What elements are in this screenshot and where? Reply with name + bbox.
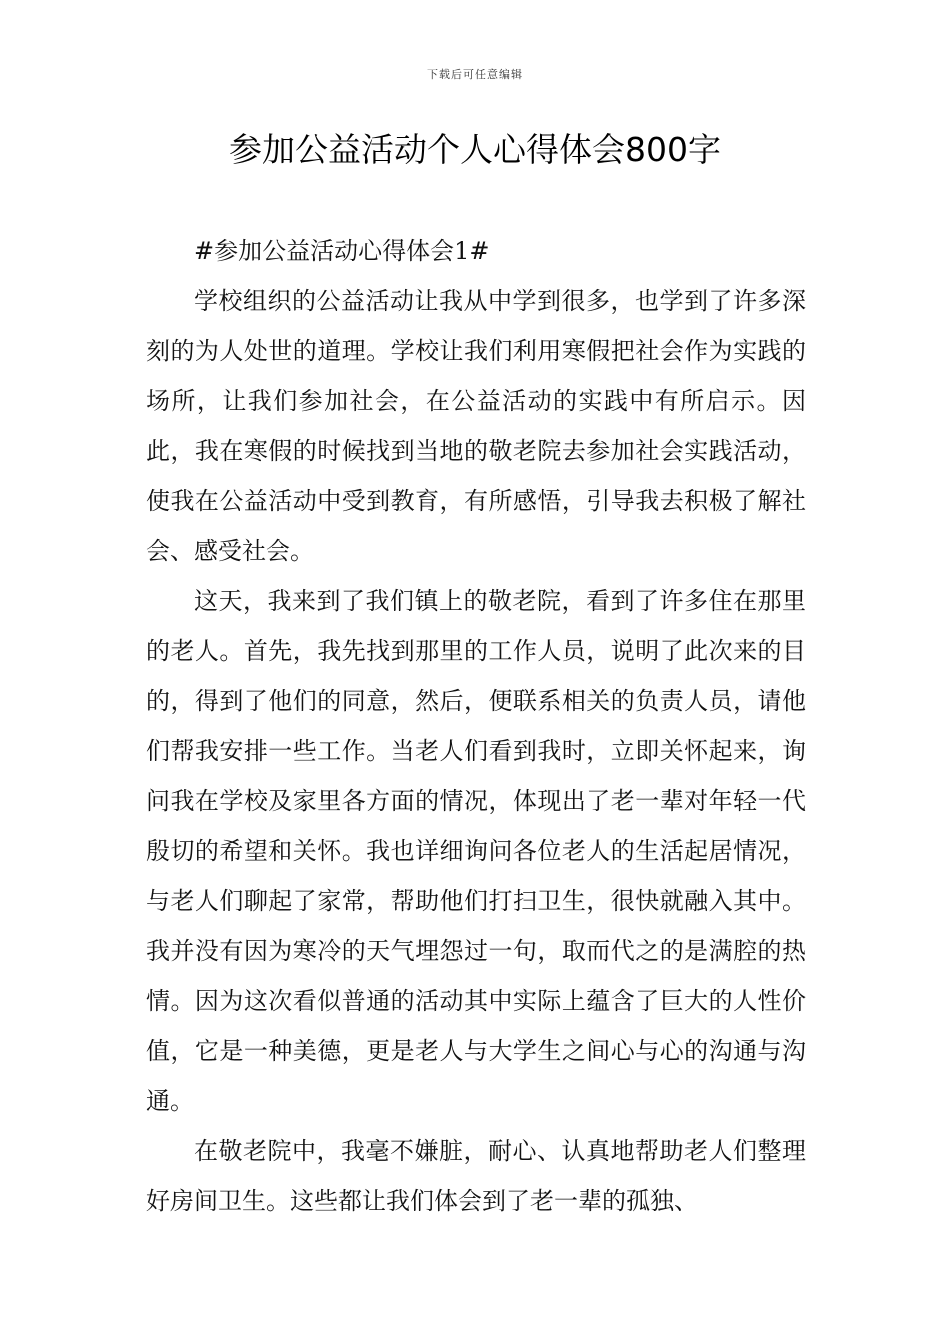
paragraph-2: 这天，我来到了我们镇上的敬老院，看到了许多住在那里的老人。首先，我先找到那里的工作人员，说明了此次来的目的，得到了他们的同意，然后，便联系相关的负责人员，请他们帮我安排一些工作。当老人们看到我时，立即关怀起来，询问我在学校及家里各方面的情况，体现出了老一辈对年轻一代殷切的希望和关怀。我也详细询问各位老人的生活起居情况，与老人们聊起了家常，帮助他们打扫卫生，很快就融入其中。我并没有因为寒冷的天气埋怨过一句，取而代之的是满腔的热情。因为这次看似普通的活动其中实际上蕴含了巨大的人性价值，它是一种美德，更是老人与大学生之间心与心的沟通与沟通。 <box>146 587 806 1115</box>
document-title: 参加公益活动个人心得体会800字 <box>229 130 721 169</box>
section-heading: #参加公益活动心得体会1# <box>194 237 490 265</box>
header-note: 下载后可任意编辑 <box>427 68 523 81</box>
paragraph-1: 学校组织的公益活动让我从中学到很多，也学到了许多深刻的为人处世的道理。学校让我们利用寒假把社会作为实践的场所，让我们参加社会，在公益活动的实践中有所启示。因此，我在寒假的时候找到当地的敬老院去参加社会实践活动，使我在公益活动中受到教育，有所感悟，引导我去积极了解社会、感受社会。 <box>146 287 806 565</box>
paragraph-3: 在敬老院中，我毫不嫌脏，耐心、认真地帮助老人们整理好房间卫生。这些都让我们体会到了老一辈的孤独、 <box>146 1137 806 1215</box>
document-body <box>146 226 806 1226</box>
